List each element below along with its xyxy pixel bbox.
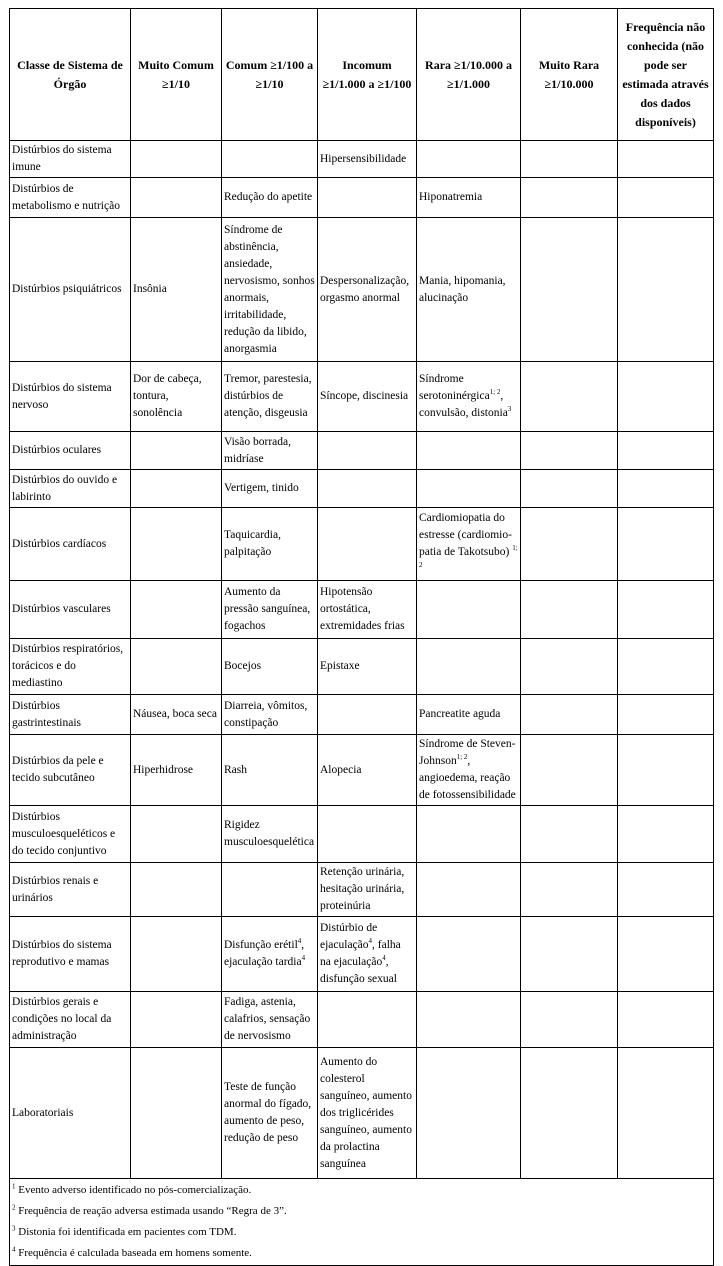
desconhecida-cell: [618, 1048, 714, 1179]
rara-cell: [417, 863, 521, 917]
soc-cell: Distúrbios cardíacos: [10, 508, 131, 581]
muito-comum-cell: [131, 639, 222, 695]
rara-text: , convulsão, distonia: [419, 390, 508, 419]
table-row: [10, 218, 714, 362]
footnote-ref: 4: [301, 954, 306, 963]
muito-rara-cell: [521, 362, 618, 432]
footnote: [12, 1222, 711, 1243]
muito-rara-cell: [521, 581, 618, 639]
footnote: [12, 1243, 711, 1264]
header-soc: Classe de Sistema de Órgão: [10, 9, 131, 141]
footnote-ref: 4: [297, 937, 302, 946]
desconhecida-cell: [618, 863, 714, 917]
footnotes-row: [10, 1179, 714, 1266]
table-row: [10, 470, 714, 508]
incomum-cell: [318, 806, 417, 863]
table-row: [10, 581, 714, 639]
desconhecida-cell: [618, 735, 714, 806]
soc-cell: Distúrbios do sistema reprodutivo e mamas: [10, 917, 131, 992]
comum-cell: Teste de função anormal do fígado, aumento de peso, redução de peso: [222, 1048, 318, 1179]
desconhecida-cell: [618, 581, 714, 639]
desconhecida-cell: [618, 508, 714, 581]
header-comum: Comum ≥1/100 a ≥1/10: [222, 9, 318, 141]
table-row: [10, 639, 714, 695]
footnote-ref: 1; 2: [419, 544, 518, 570]
footnote-text: Evento adverso identificado no pós-comercialização.: [15, 1184, 252, 1196]
muito-comum-cell: Dor de cabeça, tontura, sonolência: [131, 362, 222, 432]
footnote-ref: 1; 2: [456, 753, 468, 762]
table-row: [10, 362, 714, 432]
comum-cell: Bocejos: [222, 639, 318, 695]
footnote-ref: 4: [382, 954, 386, 963]
header-desconhecida: Frequência não conhecida (não pode ser estimada através dos dados disponíveis): [618, 9, 714, 141]
table-row: [10, 992, 714, 1048]
footnote: [12, 1201, 711, 1222]
header-row: [10, 9, 714, 141]
muito-rara-cell: [521, 141, 618, 178]
incomum-cell: Despersonalização, orgasmo anormal: [318, 218, 417, 362]
comum-cell: Diarreia, vômitos, constipação: [222, 695, 318, 735]
comum-cell: Síndrome de abstinência, ansiedade, nervosismo, sonhos anormais, irritabilidade, redução da libido, anorgasmia: [222, 218, 318, 362]
muito-rara-cell: [521, 863, 618, 917]
table-row: [10, 695, 714, 735]
rara-cell: [417, 508, 521, 581]
muito-rara-cell: [521, 992, 618, 1048]
muito-comum-cell: [131, 508, 222, 581]
header-incomum: Incomum ≥1/1.000 a ≥1/100: [318, 9, 417, 141]
soc-cell: Distúrbios oculares: [10, 432, 131, 470]
rara-cell: [417, 806, 521, 863]
desconhecida-cell: [618, 470, 714, 508]
muito-rara-cell: [521, 1048, 618, 1179]
incomum-cell: Retenção urinária, hesitação urinária, proteinúria: [318, 863, 417, 917]
incomum-cell: Epistaxe: [318, 639, 417, 695]
muito-rara-cell: [521, 470, 618, 508]
muito-rara-cell: [521, 735, 618, 806]
soc-cell: Distúrbios da pele e tecido subcutâneo: [10, 735, 131, 806]
rara-cell: [417, 992, 521, 1048]
comum-cell: [222, 863, 318, 917]
muito-comum-cell: [131, 141, 222, 178]
footnote-ref: 4: [368, 937, 373, 946]
incomum-cell: [318, 917, 417, 992]
muito-comum-cell: [131, 863, 222, 917]
rara-text: Síndrome de Steven-Johnson: [419, 738, 516, 767]
rara-cell: [417, 917, 521, 992]
rara-text: Cardiomiopatia do estresse (cardiomio-patia de Takotsubo): [419, 512, 512, 558]
comum-text: , ejaculação tardia: [224, 939, 305, 968]
comum-cell: [222, 917, 318, 992]
rara-cell: [417, 432, 521, 470]
muito-rara-cell: [521, 917, 618, 992]
incomum-text: , falha na ejaculação: [320, 939, 401, 968]
muito-rara-cell: [521, 178, 618, 218]
muito-comum-cell: Insônia: [131, 218, 222, 362]
comum-cell: Tremor, parestesia, distúrbios de atenção, disgeusia: [222, 362, 318, 432]
table-row: [10, 141, 714, 178]
comum-cell: Taquicardia, palpitação: [222, 508, 318, 581]
table-row: [10, 806, 714, 863]
muito-comum-cell: Náusea, boca seca: [131, 695, 222, 735]
incomum-cell: [318, 470, 417, 508]
desconhecida-cell: [618, 141, 714, 178]
comum-cell: Fadiga, astenia, calafrios, sensação de nervosismo: [222, 992, 318, 1048]
footnote-text: Distonia foi identificada em pacientes com TDM.: [15, 1226, 237, 1238]
header-muito-comum: Muito Comum ≥1/10: [131, 9, 222, 141]
table-row: [10, 863, 714, 917]
incomum-cell: [318, 178, 417, 218]
rara-cell: [417, 581, 521, 639]
incomum-cell: [318, 992, 417, 1048]
soc-cell: Distúrbios respiratórios, torácicos e do mediastino: [10, 639, 131, 695]
comum-cell: Rash: [222, 735, 318, 806]
table-row: [10, 178, 714, 218]
footnote-mark: 2: [12, 1203, 16, 1212]
comum-text: Disfunção erétil: [224, 939, 298, 951]
incomum-cell: Hipersensibilidade: [318, 141, 417, 178]
soc-cell: Distúrbios gastrintestinais: [10, 695, 131, 735]
comum-cell: Vertigem, tinido: [222, 470, 318, 508]
table-row: [10, 917, 714, 992]
desconhecida-cell: [618, 917, 714, 992]
desconhecida-cell: [618, 432, 714, 470]
incomum-text: Distúrbio de ejaculação: [320, 922, 378, 951]
soc-cell: Distúrbios de metabolismo e nutrição: [10, 178, 131, 218]
muito-comum-cell: [131, 432, 222, 470]
muito-comum-cell: [131, 470, 222, 508]
rara-cell: [417, 141, 521, 178]
comum-cell: Visão borrada, midríase: [222, 432, 318, 470]
desconhecida-cell: [618, 218, 714, 362]
muito-comum-cell: [131, 917, 222, 992]
incomum-cell: [318, 695, 417, 735]
comum-cell: Rigidez musculoesquelética: [222, 806, 318, 863]
table-row: [10, 432, 714, 470]
soc-cell: Distúrbios do sistema imune: [10, 141, 131, 178]
muito-comum-cell: [131, 178, 222, 218]
incomum-text: , disfunção sexual: [320, 956, 397, 985]
footnote-text: Frequência é calculada baseada em homens somente.: [15, 1247, 252, 1259]
rara-cell: [417, 639, 521, 695]
desconhecida-cell: [618, 362, 714, 432]
footnote-mark: 4: [12, 1245, 16, 1254]
soc-cell: Distúrbios gerais e condições no local da administração: [10, 992, 131, 1048]
soc-cell: Laboratoriais: [10, 1048, 131, 1179]
header-muito-rara: Muito Rara ≥1/10.000: [521, 9, 618, 141]
comum-cell: Redução do apetite: [222, 178, 318, 218]
table-row: [10, 735, 714, 806]
incomum-cell: [318, 508, 417, 581]
table-row: [10, 1048, 714, 1179]
rara-cell: Hiponatremia: [417, 178, 521, 218]
header-rara: Rara ≥1/10.000 a ≥1/1.000: [417, 9, 521, 141]
footnote: [12, 1180, 711, 1201]
desconhecida-cell: [618, 639, 714, 695]
incomum-cell: Alopecia: [318, 735, 417, 806]
muito-rara-cell: [521, 218, 618, 362]
rara-text: Síndrome serotoninérgica: [419, 373, 490, 402]
rara-cell: Mania, hipomania, alucinação: [417, 218, 521, 362]
comum-cell: [222, 141, 318, 178]
soc-cell: Distúrbios psiquiátricos: [10, 218, 131, 362]
incomum-cell: Hipotensão ortostática, extremidades frias: [318, 581, 417, 639]
soc-cell: Distúrbios vasculares: [10, 581, 131, 639]
muito-rara-cell: [521, 695, 618, 735]
desconhecida-cell: [618, 178, 714, 218]
rara-cell: [417, 470, 521, 508]
muito-comum-cell: [131, 581, 222, 639]
soc-cell: Distúrbios do sistema nervoso: [10, 362, 131, 432]
rara-text: , angioedema, reação de fotossensibilidade: [419, 755, 516, 801]
footnote-text: Frequência de reação adversa estimada usando “Regra de 3”.: [15, 1205, 287, 1217]
footnote-mark: 3: [12, 1224, 16, 1233]
muito-comum-cell: [131, 806, 222, 863]
soc-cell: Distúrbios musculoesqueléticos e do tecido conjuntivo: [10, 806, 131, 863]
desconhecida-cell: [618, 992, 714, 1048]
muito-rara-cell: [521, 432, 618, 470]
muito-comum-cell: [131, 992, 222, 1048]
rara-cell: [417, 362, 521, 432]
incomum-cell: Síncope, discinesia: [318, 362, 417, 432]
muito-rara-cell: [521, 508, 618, 581]
incomum-cell: [318, 432, 417, 470]
muito-rara-cell: [521, 806, 618, 863]
adverse-reactions-table: [9, 8, 714, 1266]
rara-cell: [417, 1048, 521, 1179]
table-row: [10, 508, 714, 581]
comum-cell: Aumento da pressão sanguínea, fogachos: [222, 581, 318, 639]
muito-rara-cell: [521, 639, 618, 695]
footnote-mark: 1: [12, 1182, 16, 1191]
muito-comum-cell: [131, 1048, 222, 1179]
soc-cell: Distúrbios renais e urinários: [10, 863, 131, 917]
soc-cell: Distúrbios do ouvido e labirinto: [10, 470, 131, 508]
desconhecida-cell: [618, 695, 714, 735]
rara-cell: Pancreatite aguda: [417, 695, 521, 735]
footnotes: [10, 1179, 714, 1266]
rara-cell: [417, 735, 521, 806]
footnote-ref: 3: [507, 405, 512, 414]
desconhecida-cell: [618, 806, 714, 863]
incomum-cell: Aumento do colesterol sanguíneo, aumento dos triglicérides sanguíneo, aumento da prolactina sanguínea: [318, 1048, 417, 1179]
muito-comum-cell: Hiperhidrose: [131, 735, 222, 806]
footnote-ref: 1; 2: [489, 388, 501, 397]
